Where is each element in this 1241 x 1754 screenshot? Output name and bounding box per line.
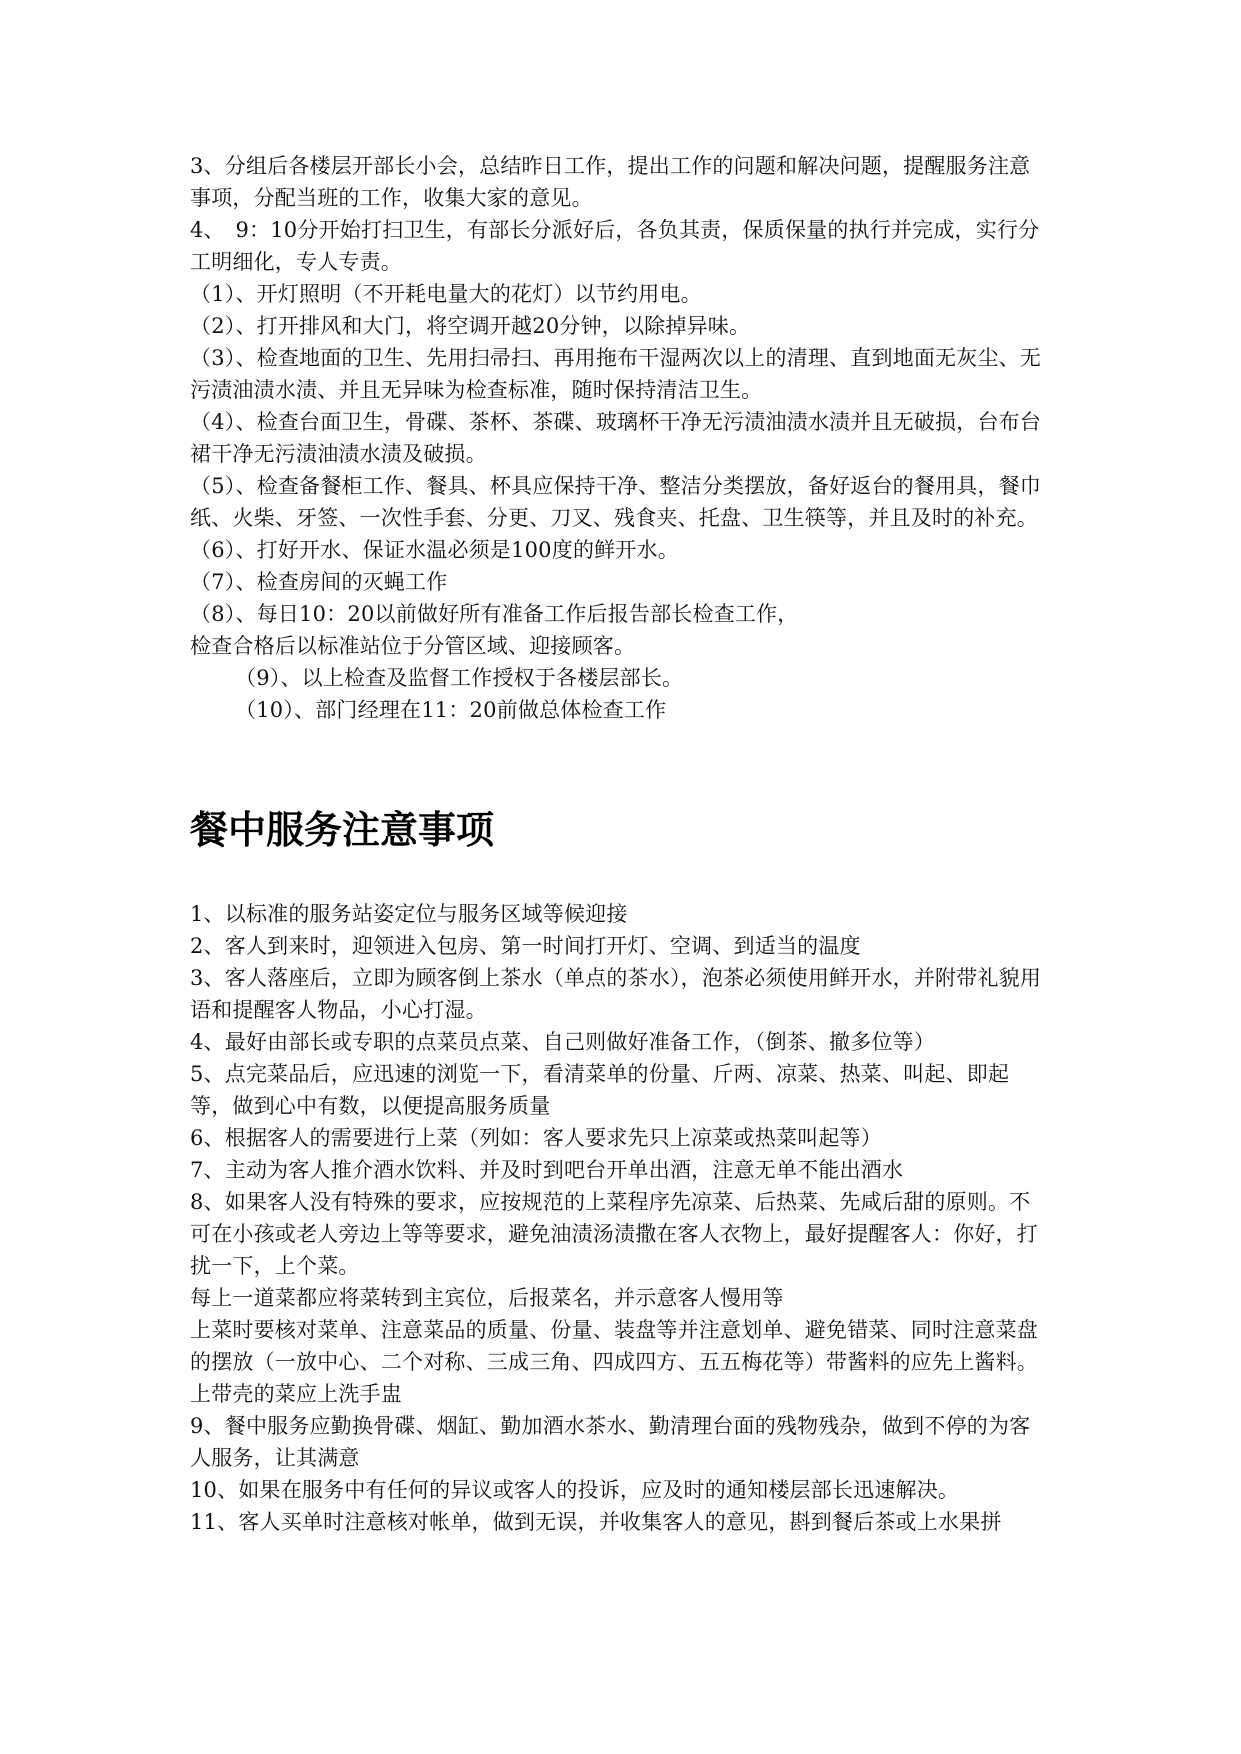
paragraph: 检查合格后以标准站位于分管区域、迎接顾客。 bbox=[190, 634, 636, 658]
indented-paragraph: （10）、部门经理在11：20前做总体检查工作 bbox=[235, 698, 667, 722]
service-notes-section bbox=[190, 898, 1050, 1538]
paragraph: （6）、打好开水、保证水温必须是100度的鲜开水。 bbox=[190, 538, 679, 562]
list-item: 上菜时要核对菜单、注意菜品的质量、份量、装盘等并注意划单、避免错菜、同时注意菜盘的摆放（一放中心、二个对称、三成三角、四成四方、五五梅花等）带酱料的应先上酱料。上带壳的菜应上洗手盅 bbox=[190, 1318, 1038, 1406]
paragraph: 4、 9：10分开始打扫卫生，有部长分派好后，各负其责，保质保量的执行并完成，实行分工明细化，专人专责。 bbox=[190, 218, 1040, 274]
paragraph: （8）、每日10：20以前做好所有准备工作后报告部长检查工作， bbox=[190, 602, 799, 626]
list-item: 7、主动为客人推介酒水饮料、并及时到吧台开单出酒，注意无单不能出酒水 bbox=[190, 1158, 904, 1182]
paragraph: （5）、检查备餐柜工作、餐具、杯具应保持干净、整洁分类摆放，备好返台的餐用具，餐巾纸、火柴、牙签、一次性手套、分更、刀叉、残食夹、托盘、卫生筷等，并且及时的补充。 bbox=[190, 474, 1042, 530]
list-item: 1、以标准的服务站姿定位与服务区域等候迎接 bbox=[190, 902, 628, 926]
list-item: 6、根据客人的需要进行上菜（列如：客人要求先只上凉菜或热菜叫起等） bbox=[190, 1126, 882, 1150]
list-item: 10、如果在服务中有任何的异议或客人的投诉，应及时的通知楼层部长迅速解决。 bbox=[190, 1478, 960, 1502]
section-heading: 餐中服务注意事项 bbox=[190, 808, 495, 852]
paragraph: 3、分组后各楼层开部长小会，总结昨日工作，提出工作的问题和解决问题，提醒服务注意事项，分配当班的工作，收集大家的意见。 bbox=[190, 154, 1031, 210]
list-item: 2、客人到来时，迎领进入包房、第一时间打开灯、空调、到适当的温度 bbox=[190, 934, 861, 958]
list-item: 9、餐中服务应勤换骨碟、烟缸、勤加酒水茶水、勤清理台面的残物残杂，做到不停的为客人服务，让其满意 bbox=[190, 1414, 1031, 1470]
list-item: 3、客人落座后，立即为顾客倒上茶水（单点的茶水），泡茶必须使用鲜开水，并附带礼貌用语和提醒客人物品，小心打湿。 bbox=[190, 966, 1042, 1022]
list-item: 11、客人买单时注意核对帐单，做到无误，并收集客人的意见，斟到餐后茶或上水果拼 bbox=[190, 1510, 1002, 1534]
preparation-steps-section bbox=[190, 150, 1050, 726]
list-item: 每上一道菜都应将菜转到主宾位，后报菜名，并示意客人慢用等 bbox=[190, 1286, 784, 1310]
paragraph: （3）、检查地面的卫生、先用扫帚扫、再用拖布干湿两次以上的清理、直到地面无灰尘、无污渍油渍水渍、并且无异味为检查标准，随时保持清洁卫生。 bbox=[190, 346, 1042, 402]
paragraph: （1）、开灯照明（不开耗电量大的花灯）以节约用电。 bbox=[190, 282, 702, 306]
list-item: 5、点完菜品后，应迅速的浏览一下，看清菜单的份量、斤两、凉菜、热菜、叫起、即起等，做到心中有数，以便提高服务质量 bbox=[190, 1062, 1010, 1118]
paragraph: （4）、检查台面卫生，骨碟、茶杯、茶碟、玻璃杯干净无污渍油渍水渍并且无破损，台布台裙干净无污渍油渍水渍及破损。 bbox=[190, 410, 1042, 466]
indented-paragraph: （9）、以上检查及监督工作授权于各楼层部长。 bbox=[235, 666, 684, 690]
list-item: 4、最好由部长或专职的点菜员点菜、自己则做好准备工作，（倒茶、撤多位等） bbox=[190, 1030, 936, 1054]
paragraph: （7）、检查房间的灭蝇工作 bbox=[190, 570, 448, 594]
list-item: 8、如果客人没有特殊的要求，应按规范的上菜程序先凉菜、后热菜、先咸后甜的原则。不可在小孩或老人旁边上等等要求，避免油渍汤渍撒在客人衣物上，最好提醒客人：你好，打扰一下，上个菜。 bbox=[190, 1190, 1038, 1278]
paragraph: （2）、打开排风和大门，将空调开越20分钟，以除掉异味。 bbox=[190, 314, 751, 338]
